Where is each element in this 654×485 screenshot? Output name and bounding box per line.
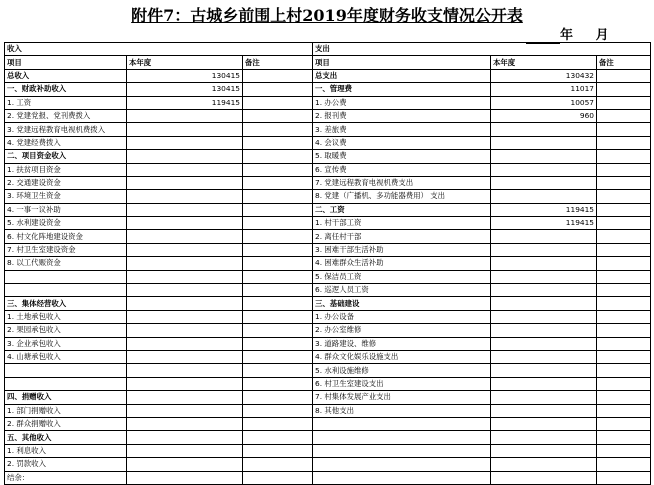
table-row xyxy=(5,230,651,243)
expense-note-cell xyxy=(597,458,651,471)
income-item-cell: 2. 交通建设资金 xyxy=(5,176,127,189)
expense-item-cell xyxy=(313,417,491,430)
income-amount-cell xyxy=(127,324,243,337)
income-note-cell xyxy=(243,350,313,363)
income-amount-cell xyxy=(127,364,243,377)
income-note-cell xyxy=(243,364,313,377)
expense-item-cell: 6. 宣传费 xyxy=(313,163,491,176)
expense-amount-cell xyxy=(491,270,597,283)
expense-item-cell: 4. 群众文化娱乐设施支出 xyxy=(313,350,491,363)
table-row xyxy=(5,297,651,310)
expense-note-cell xyxy=(597,310,651,323)
table-row xyxy=(5,270,651,283)
income-item-cell: 3. 环境卫生资金 xyxy=(5,190,127,203)
table-row xyxy=(5,377,651,390)
income-item-cell: 五、其他收入 xyxy=(5,431,127,444)
table-row xyxy=(5,444,651,457)
expense-amount-cell xyxy=(491,190,597,203)
expense-item-cell: 3. 差旅费 xyxy=(313,123,491,136)
expense-item-cell xyxy=(313,471,491,484)
expense-note-cell xyxy=(597,83,651,96)
income-note-cell xyxy=(243,310,313,323)
expense-item-cell: 2. 办公室维修 xyxy=(313,324,491,337)
table-row xyxy=(5,350,651,363)
income-item-cell: 1. 扶贫项目资金 xyxy=(5,163,127,176)
expense-item-cell: 5. 水利设施维修 xyxy=(313,364,491,377)
income-item-cell xyxy=(5,284,127,297)
table-row xyxy=(5,391,651,404)
expense-note-cell xyxy=(597,136,651,149)
income-note-cell xyxy=(243,83,313,96)
table-row xyxy=(5,310,651,323)
table-row xyxy=(5,83,651,96)
income-amount-cell xyxy=(127,350,243,363)
income-amount-cell xyxy=(127,337,243,350)
expense-item-cell: 二、工资 xyxy=(313,203,491,216)
expense-item-cell: 4. 困难群众生活补助 xyxy=(313,257,491,270)
income-amount-cell xyxy=(127,310,243,323)
income-amount-cell xyxy=(127,391,243,404)
income-amount-cell xyxy=(127,444,243,457)
expense-item-cell: 3. 困难干部生活补助 xyxy=(313,243,491,256)
income-amount-cell xyxy=(127,109,243,122)
expense-amount-cell xyxy=(491,230,597,243)
income-note-cell xyxy=(243,458,313,471)
table-row xyxy=(5,203,651,216)
header-row xyxy=(5,56,651,69)
expense-amount-cell xyxy=(491,176,597,189)
income-note-cell xyxy=(243,243,313,256)
income-col-item: 项目 xyxy=(5,56,127,69)
income-item-cell: 1. 部门捐赠收入 xyxy=(5,404,127,417)
income-section-label: 收入 xyxy=(5,43,313,56)
income-note-cell xyxy=(243,377,313,390)
table-row xyxy=(5,257,651,270)
income-item-cell: 1. 利息收入 xyxy=(5,444,127,457)
expense-section-label: 支出 xyxy=(313,43,651,56)
expense-amount-cell xyxy=(491,391,597,404)
income-amount-cell xyxy=(127,257,243,270)
expense-note-cell xyxy=(597,431,651,444)
expense-note-cell xyxy=(597,404,651,417)
income-note-cell xyxy=(243,150,313,163)
table-row xyxy=(5,364,651,377)
expense-item-cell: 6. 巡逻人员工资 xyxy=(313,284,491,297)
expense-note-cell xyxy=(597,257,651,270)
income-note-cell xyxy=(243,136,313,149)
expense-amount-cell xyxy=(491,123,597,136)
income-item-cell: 7. 村卫生室建设资金 xyxy=(5,243,127,256)
expense-item-cell xyxy=(313,444,491,457)
expense-note-cell xyxy=(597,444,651,457)
table-row xyxy=(5,163,651,176)
table-row xyxy=(5,458,651,471)
income-amount-cell xyxy=(127,217,243,230)
expense-item-cell: 7. 村集体发展产业支出 xyxy=(313,391,491,404)
income-item-cell xyxy=(5,270,127,283)
expense-col-item: 项目 xyxy=(313,56,491,69)
table-row xyxy=(5,404,651,417)
income-note-cell xyxy=(243,417,313,430)
table-row xyxy=(5,471,651,484)
income-item-cell: 二、项目资金收入 xyxy=(5,150,127,163)
expense-amount-cell xyxy=(491,150,597,163)
income-note-cell xyxy=(243,270,313,283)
income-item-cell: 结余： xyxy=(5,471,127,484)
income-note-cell xyxy=(243,297,313,310)
expense-item-cell: 5. 取暖费 xyxy=(313,150,491,163)
expense-note-cell xyxy=(597,123,651,136)
expense-note-cell xyxy=(597,203,651,216)
expense-col-amount: 本年度 xyxy=(491,56,597,69)
expense-item-cell: 3. 道路建设、维修 xyxy=(313,337,491,350)
expense-item-cell: 4. 会议费 xyxy=(313,136,491,149)
expense-amount-cell xyxy=(491,404,597,417)
expense-item-cell: 1. 办公设备 xyxy=(313,310,491,323)
income-item-cell: 一、财政补助收入 xyxy=(5,83,127,96)
income-amount-cell xyxy=(127,136,243,149)
expense-item-cell: 2. 离任村干部 xyxy=(313,230,491,243)
income-amount-cell: 119415 xyxy=(127,96,243,109)
income-item-cell: 5. 水利建设资金 xyxy=(5,217,127,230)
income-item-cell xyxy=(5,377,127,390)
expense-amount-cell xyxy=(491,377,597,390)
section-row xyxy=(5,43,651,56)
income-amount-cell xyxy=(127,284,243,297)
expense-amount-cell xyxy=(491,350,597,363)
expense-item-cell xyxy=(313,458,491,471)
table-row xyxy=(5,150,651,163)
table-row xyxy=(5,190,651,203)
expense-item-cell: 2. 报刊费 xyxy=(313,109,491,122)
income-item-cell: 8. 以工代赈资金 xyxy=(5,257,127,270)
expense-amount-cell xyxy=(491,243,597,256)
expense-note-cell xyxy=(597,96,651,109)
income-item-cell: 4. 一事一议补助 xyxy=(5,203,127,216)
expense-item-cell: 1. 办公费 xyxy=(313,96,491,109)
income-amount-cell xyxy=(127,270,243,283)
expense-item-cell: 5. 保洁员工资 xyxy=(313,270,491,283)
income-amount-cell xyxy=(127,150,243,163)
table-row xyxy=(5,217,651,230)
income-note-cell xyxy=(243,190,313,203)
expense-item-cell: 总支出 xyxy=(313,69,491,82)
income-note-cell xyxy=(243,217,313,230)
expense-amount-cell xyxy=(491,163,597,176)
expense-amount-cell: 960 xyxy=(491,109,597,122)
table-row xyxy=(5,417,651,430)
income-item-cell: 2. 党建党报、党刊费拨入 xyxy=(5,109,127,122)
income-note-cell xyxy=(243,444,313,457)
expense-note-cell xyxy=(597,163,651,176)
income-note-cell xyxy=(243,109,313,122)
month-label: 月 xyxy=(595,28,609,43)
expense-amount-cell xyxy=(491,136,597,149)
expense-item-cell: 三、基础建设 xyxy=(313,297,491,310)
expense-amount-cell xyxy=(491,431,597,444)
page-title: 附件7：古城乡前围上村2019年度财务收支情况公开表 xyxy=(131,6,523,25)
expense-note-cell xyxy=(597,217,651,230)
income-note-cell xyxy=(243,163,313,176)
income-item-cell: 4. 山塘承包收入 xyxy=(5,350,127,363)
year-label: 年 xyxy=(560,28,574,43)
expense-note-cell xyxy=(597,364,651,377)
table-row xyxy=(5,243,651,256)
income-amount-cell: 130415 xyxy=(127,69,243,82)
income-amount-cell xyxy=(127,123,243,136)
income-item-cell: 2. 群众捐赠收入 xyxy=(5,417,127,430)
income-amount-cell xyxy=(127,190,243,203)
expense-note-cell xyxy=(597,230,651,243)
income-note-cell xyxy=(243,337,313,350)
income-item-cell: 2. 果园承包收入 xyxy=(5,324,127,337)
expense-amount-cell xyxy=(491,337,597,350)
income-amount-cell xyxy=(127,431,243,444)
income-note-cell xyxy=(243,123,313,136)
income-amount-cell xyxy=(127,203,243,216)
income-amount-cell xyxy=(127,377,243,390)
expense-amount-cell xyxy=(491,417,597,430)
table-row xyxy=(5,431,651,444)
expense-amount-cell xyxy=(491,471,597,484)
expense-note-cell xyxy=(597,243,651,256)
income-item-cell xyxy=(5,364,127,377)
income-note-cell xyxy=(243,257,313,270)
expense-note-cell xyxy=(597,377,651,390)
income-amount-cell xyxy=(127,297,243,310)
expense-item-cell: 1. 村干部工资 xyxy=(313,217,491,230)
expense-amount-cell xyxy=(491,324,597,337)
income-item-cell: 6. 村文化阵地建设资金 xyxy=(5,230,127,243)
expense-note-cell xyxy=(597,270,651,283)
table-row xyxy=(5,176,651,189)
expense-amount-cell: 11017 xyxy=(491,83,597,96)
income-col-note: 备注 xyxy=(243,56,313,69)
expense-amount-cell xyxy=(491,310,597,323)
expense-note-cell xyxy=(597,324,651,337)
expense-note-cell xyxy=(597,176,651,189)
expense-item-cell: 7. 党建远程教育电视机费支出 xyxy=(313,176,491,189)
income-amount-cell xyxy=(127,230,243,243)
income-amount-cell: 130415 xyxy=(127,83,243,96)
expense-amount-cell xyxy=(491,257,597,270)
expense-amount-cell: 119415 xyxy=(491,203,597,216)
income-note-cell xyxy=(243,391,313,404)
expense-amount-cell xyxy=(491,458,597,471)
expense-note-cell xyxy=(597,150,651,163)
expense-amount-cell: 119415 xyxy=(491,217,597,230)
income-note-cell xyxy=(243,96,313,109)
expense-note-cell xyxy=(597,297,651,310)
income-note-cell xyxy=(243,431,313,444)
income-item-cell: 4. 党建经费拨入 xyxy=(5,136,127,149)
expense-amount-cell xyxy=(491,297,597,310)
income-note-cell xyxy=(243,404,313,417)
income-item-cell: 2. 罚款收入 xyxy=(5,458,127,471)
expense-note-cell xyxy=(597,391,651,404)
income-amount-cell xyxy=(127,458,243,471)
expense-note-cell xyxy=(597,417,651,430)
expense-item-cell xyxy=(313,431,491,444)
income-item-cell: 四、捐赠收入 xyxy=(5,391,127,404)
expense-note-cell xyxy=(597,471,651,484)
income-item-cell: 1. 土地承包收入 xyxy=(5,310,127,323)
income-item-cell: 3. 党建远程教育电视机费拨入 xyxy=(5,123,127,136)
expense-amount-cell: 130432 xyxy=(491,69,597,82)
income-note-cell xyxy=(243,324,313,337)
expense-amount-cell xyxy=(491,364,597,377)
income-item-cell: 三、集体经营收入 xyxy=(5,297,127,310)
table-row xyxy=(5,136,651,149)
income-amount-cell xyxy=(127,243,243,256)
income-amount-cell xyxy=(127,471,243,484)
expense-amount-cell: 10057 xyxy=(491,96,597,109)
table-row xyxy=(5,324,651,337)
expense-note-cell xyxy=(597,109,651,122)
expense-col-note: 备注 xyxy=(597,56,651,69)
income-note-cell xyxy=(243,284,313,297)
expense-item-cell: 8. 其他支出 xyxy=(313,404,491,417)
finance-table xyxy=(4,42,651,485)
income-note-cell xyxy=(243,176,313,189)
income-note-cell xyxy=(243,69,313,82)
table-row xyxy=(5,69,651,82)
expense-amount-cell xyxy=(491,284,597,297)
expense-amount-cell xyxy=(491,444,597,457)
expense-note-cell xyxy=(597,350,651,363)
expense-note-cell xyxy=(597,337,651,350)
table-row xyxy=(5,109,651,122)
income-amount-cell xyxy=(127,404,243,417)
table-row xyxy=(5,284,651,297)
expense-note-cell xyxy=(597,190,651,203)
income-amount-cell xyxy=(127,163,243,176)
expense-note-cell xyxy=(597,69,651,82)
table-row xyxy=(5,337,651,350)
income-item-cell: 3. 企业承包收入 xyxy=(5,337,127,350)
income-amount-cell xyxy=(127,417,243,430)
income-note-cell xyxy=(243,203,313,216)
table-row xyxy=(5,96,651,109)
income-note-cell xyxy=(243,471,313,484)
expense-item-cell: 6. 村卫生室建设支出 xyxy=(313,377,491,390)
expense-item-cell: 8. 党建（广播机、多功能器费用） 支出 xyxy=(313,190,491,203)
income-amount-cell xyxy=(127,176,243,189)
table-row xyxy=(5,123,651,136)
income-item-cell: 总收入 xyxy=(5,69,127,82)
income-item-cell: 1. 工资 xyxy=(5,96,127,109)
expense-item-cell: 一、管理费 xyxy=(313,83,491,96)
income-col-amount: 本年度 xyxy=(127,56,243,69)
expense-note-cell xyxy=(597,284,651,297)
income-note-cell xyxy=(243,230,313,243)
